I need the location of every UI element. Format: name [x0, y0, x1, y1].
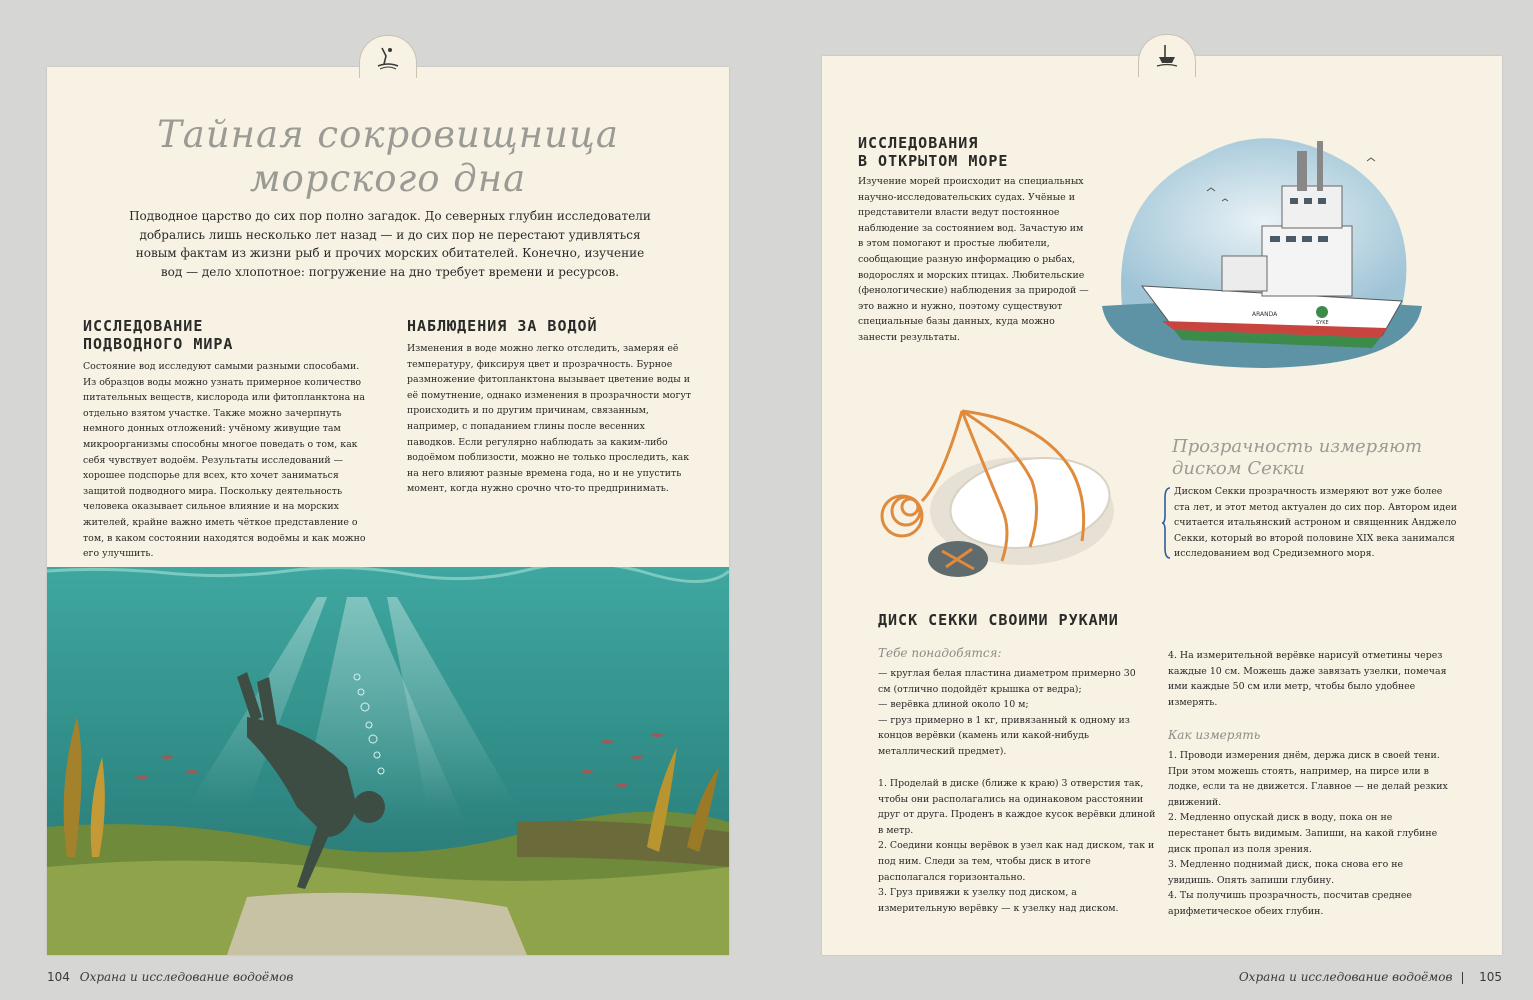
ship-name-label: ARANDA [1252, 311, 1278, 318]
ship-brand-label: SYKE [1316, 320, 1329, 326]
step-item: 4. На измерительной верёвке нарисуй отметины через каждые 10 см. Можешь даже завязать узелки, помечая ими каждые 50 см или метр, чтобы было удобнее измерять. [1168, 650, 1447, 708]
diver-emblem-icon [376, 44, 400, 70]
step-item: 1. Проделай в диске (ближе к краю) 3 отверстия так, чтобы они располагались на одинаковом расстоянии друг от друга. Проденъ в каждое кусок верёвки длиной в метр. [878, 778, 1156, 836]
heading-line: ИССЛЕДОВАНИЯ [858, 134, 979, 152]
how-step-item: 4. Ты получишь прозрачность, посчитав среднее арифметическое обеих глубин. [1168, 890, 1412, 917]
section-heading-underwater [83, 317, 233, 353]
secchi-disk-illustration [862, 401, 1122, 581]
step-item: 2. Соедини концы верёвок в узел как над диском, так и под ним. Следи за тем, чтобы диск в итоге располагался горизонтально. [878, 840, 1155, 883]
ship-emblem-icon [1155, 43, 1179, 69]
page-title-line1: Тайная сокровищница [157, 113, 619, 156]
needed-item: — верёвка длиной около 10 м; [878, 699, 1029, 711]
heading-line: ИССЛЕДОВАНИЕ [83, 317, 204, 335]
how-step-item: 1. Проводи измерения днём, держа диск в своей тени. При этом можешь стоять, например, на пирсе или в лодке, если та не движется. Главное — не делай резких движений. [1168, 750, 1448, 808]
footer-section-right: Охрана и исследование водоёмов [1238, 970, 1453, 984]
secchi-title-line: Прозрачность измеряют [1172, 436, 1423, 457]
secchi-body: Диском Секки прозрачность измеряют вот уже более ста лет, и этот метод актуален до сих пор. Автором идеи считается итальянский астроном и священник Анджело Секки, который во второй половине XIX века занимался исследованием вод Средиземного моря. [1174, 486, 1457, 560]
steps-list-right [1168, 648, 1448, 710]
how-label: Как измерять [1168, 728, 1261, 742]
page-tab-left [359, 35, 417, 78]
section-body-observation: Изменения в воде можно легко отследить, замеряя её температуру, фиксируя цвет и прозрачность. Бурное размножение фитопланктона вызывает цветение воды и её помутнение, однако изменения в прозрачности могут происходить и по другим причинам, связанным, например, с попаданием глины после весенних паводков. Если регулярно наблюдать за каким-либо водоёмом поблизости, можно не только проследить, как на него влияют разные времена года, но и не упустить момент, когда нужно срочно что-то предпринимать. [407, 343, 692, 495]
section-body-underwater: Состояние вод исследуют самыми разными способами. Из образцов воды можно узнать примерное количество питательных веществ, кислорода или фитопланктона на отдельно взятом участке. Также можно зачерпнуть немного донных отложений: учёному живущие там микроорганизмы способны многое поведать о том, как себя чувствует водоём. Результаты исследований — хорошее подспорье для всех, кто хочет заниматься защитой подводного мира. Поскольку деятельность человека оказывает сильное влияние и на морских жителей, крайне важно иметь чёткое представление о том, в каком состоянии находятся водоёмы и как можно его улучшить. [83, 361, 366, 560]
steps-list-left [878, 776, 1158, 916]
brace-icon [1162, 486, 1172, 560]
footer-section-left: Охрана и исследование водоёмов [79, 970, 294, 984]
research-ship-illustration [1102, 116, 1422, 376]
right-page [822, 56, 1502, 955]
secchi-title-line: диском Секки [1172, 458, 1305, 479]
needed-item: — круглая белая пластина диаметром примерно 30 см (отлично подойдёт крышка от ведра); [878, 668, 1136, 695]
footer-right [1239, 970, 1502, 984]
page-tab-right [1138, 34, 1196, 77]
how-step-item: 2. Медленно опускай диск в воду, пока он не перестанет быть видимым. Запиши, на какой глубине диск пропал из поля зрения. [1168, 812, 1438, 855]
how-steps-list [1168, 748, 1450, 920]
intro-paragraph: Подводное царство до сих пор полно загадок. До северных глубин исследователи добрались лишь несколько лет назад — и до сих пор не перестают удивляться новым фактам из жизни рыб и прочих морских обитателей. Конечно, изучение вод — дело хлопотное: погружение на дно требует времени и ресурсов. [129, 209, 651, 279]
footer-left [47, 970, 293, 984]
needed-label: Тебе понадобятся: [878, 646, 1002, 660]
step-item: 3. Груз привяжи к узелку под диском, а измерительную верёвку — к узелку над диском. [878, 887, 1119, 914]
page-number-right: 105 [1479, 970, 1502, 984]
underwater-illustration [47, 567, 729, 955]
how-step-item: 3. Медленно поднимай диск, пока снова его не увидишь. Опять запиши глубину. [1168, 859, 1404, 886]
section-heading-open-sea [858, 134, 1008, 170]
left-page [47, 67, 729, 955]
needed-list [878, 666, 1148, 760]
page-number-left: 104 [47, 970, 70, 984]
section-heading-observation: НАБЛЮДЕНИЯ ЗА ВОДОЙ [407, 317, 598, 335]
footer-separator [1462, 972, 1463, 984]
section-body-open-sea: Изучение морей происходит на специальных научно-исследовательских судах. Учёные и представители власти ведут постоянное наблюдение за состоянием вод. Зачастую им в этом помогают и простые любители, сообщающие разную информацию о рыбах, водорослях и морских птицах. Любительские (фенологические) наблюдения за природой — это важно и нужно, поэтому существуют специальные базы данных, куда можно занести результаты. [858, 176, 1089, 343]
diy-heading: ДИСК СЕККИ СВОИМИ РУКАМИ [878, 611, 1119, 629]
heading-line: В ОТКРЫТОМ МОРЕ [858, 152, 1009, 170]
heading-line: ПОДВОДНОГО МИРА [83, 335, 234, 353]
secchi-title [1172, 436, 1422, 480]
page-title-line2: морского дна [249, 157, 527, 200]
needed-item: — груз примерно в 1 кг, привязанный к одному из концов верёвки (камень или какой-нибудь металлический предмет). [878, 714, 1130, 757]
